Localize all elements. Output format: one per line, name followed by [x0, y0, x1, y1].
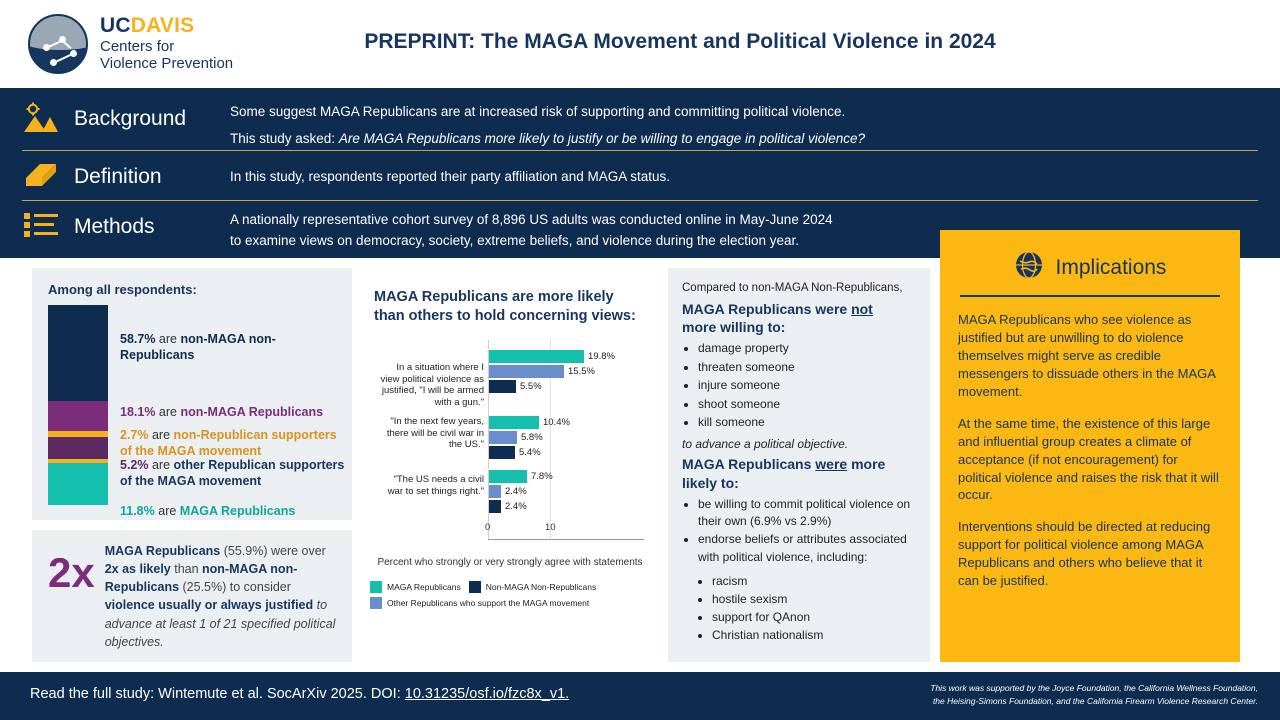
- chart-bar-1-nonmaga: [489, 446, 515, 459]
- logo-line2: Violence Prevention: [100, 55, 234, 72]
- twox-text-2: (55.9%) were over: [220, 544, 326, 558]
- respondent-bold-2: non-Republican supporters: [173, 428, 337, 442]
- footer-citation-text: Read the full study: Wintemute et al. SocArXiv 2025. DOI:: [30, 686, 405, 702]
- background-label: Background: [74, 107, 187, 130]
- chart-value-1-maga: 10.4%: [543, 416, 570, 428]
- findings-head2-a: MAGA Republicans: [682, 456, 816, 473]
- legend-label-nonmaga: Non-MAGA Non-Republicans: [485, 581, 597, 592]
- respondent-item-2: [120, 427, 350, 460]
- findings-head1-a: MAGA Republicans were: [682, 301, 852, 317]
- legend-item-other-rep: [370, 597, 589, 609]
- twox-text-8: to advance at least 1 of 21 specified political objectives.: [104, 598, 336, 649]
- implications-paragraph-3: Interventions should be directed at reducing support for political violence among MAGA Republicans and others who believe that it can be justified.: [958, 519, 1211, 589]
- twox-text-5: non-MAGA non-Republicans: [104, 562, 298, 595]
- respondent-pct-2: 2.7%: [120, 428, 149, 442]
- twox-headline: 2x: [48, 549, 95, 596]
- funding-line-1: This work was supported by the Joyce Foundation, the California Wellness Foundation,: [930, 683, 1258, 693]
- chart-value-2-maga: 7.8%: [531, 470, 553, 482]
- funding-line-2: the Heising-Simons Foundation, and the California Firearm Violence Research Center.: [932, 695, 1258, 706]
- list-item: • kill someone: [698, 414, 916, 431]
- respondent-item-1: [120, 404, 350, 420]
- list-item: • shoot someone: [698, 396, 916, 413]
- definition-body: In this study, respondents reported their party affiliation and MAGA status.: [230, 169, 670, 184]
- chart-legend: [370, 581, 650, 609]
- chart-x-label: Percent who strongly or very strongly agree with statements: [377, 556, 643, 568]
- logo-line1: Centers for: [100, 38, 175, 56]
- footer-citation: [30, 686, 569, 702]
- legend-swatch-other-rep: [370, 597, 382, 609]
- background-line2-prefix: This study asked:: [230, 130, 339, 146]
- legend-label-other-rep: Other Republicans who support the MAGA movement: [387, 597, 590, 608]
- list-item: • Christian nationalism: [712, 626, 916, 644]
- background-body: [230, 102, 1258, 150]
- lightbulb-mountain-icon: [22, 102, 60, 136]
- respondents-stacked-bar: [48, 305, 345, 518]
- respondents-card: [32, 268, 352, 520]
- chart-value-1-nonmaga: 5.4%: [519, 446, 541, 458]
- methods-label-group: [22, 210, 222, 244]
- segment-non-maga-non-republicans: [48, 305, 108, 401]
- header: [0, 0, 1280, 88]
- chart-x-axis: [488, 539, 644, 540]
- segment-maga-republicans: [48, 463, 108, 505]
- methods-label: Methods: [74, 215, 155, 238]
- chart-value-0-maga: 19.8%: [588, 350, 615, 362]
- findings-sublist: [712, 572, 916, 644]
- doi-link[interactable]: 10.31235/osf.io/fzc8x_v1.: [404, 686, 570, 702]
- chart-bar-1-maga: [489, 416, 539, 429]
- background-line1: Some suggest MAGA Republicans are at increased risk of supporting and committing political violence.: [230, 104, 846, 119]
- legend-swatch-maga: [370, 581, 382, 593]
- twox-text-1: MAGA Republicans: [104, 544, 221, 558]
- respondent-mid-1: are: [155, 405, 181, 419]
- implications-paragraph-2: At the same time, the existence of this large and influential group creates a climate of acceptance (if not encouragement) for political violence and raises the risk that it will occur.: [958, 415, 1219, 503]
- findings-head1-b: more willing to:: [682, 319, 786, 336]
- respondent-bold-0: non-MAGA non-Republicans: [120, 332, 276, 363]
- respondents-heading: Among all respondents:: [48, 282, 197, 297]
- implications-header: [958, 250, 1222, 285]
- chart-bar-0-nonmaga: [489, 380, 516, 393]
- band-divider-1: [22, 150, 1258, 151]
- respondent-mid-4: are: [154, 504, 180, 518]
- list-item: • threaten someone: [698, 359, 916, 376]
- methods-line1: A nationally representative cohort survey of 8,896 US adults was conducted online in May-June 2024: [230, 212, 833, 227]
- respondent-item-4: [120, 503, 350, 519]
- findings-heading-not-willing: [682, 300, 916, 336]
- list-item: • racism: [712, 572, 916, 590]
- definition-label-group: [22, 160, 222, 194]
- list-item: • hostile sexism: [712, 590, 916, 608]
- band-row-definition: [22, 160, 1258, 200]
- band-row-background: [22, 102, 1258, 154]
- globe-icon: [1014, 250, 1044, 285]
- list-item: • be willing to commit political violence on their own (6.9% vs 2.9%): [698, 496, 916, 531]
- twox-text-3: 2x as likely: [104, 562, 171, 577]
- twox-card: [32, 530, 352, 662]
- chart-bar-0-maga: [489, 350, 584, 363]
- band-divider-2: [22, 200, 1258, 201]
- respondent-pct-3: 5.2%: [120, 458, 149, 472]
- findings-head2-b: more likely to:: [682, 456, 886, 491]
- list-item: • damage property: [698, 340, 916, 357]
- logo-davis: DAVIS: [130, 14, 195, 38]
- chart-card: [360, 268, 660, 662]
- footer-funding: [838, 682, 1258, 708]
- respondent-mid-2: are: [148, 428, 174, 442]
- findings-card: [668, 268, 930, 662]
- chart-bar-2-maga: [489, 470, 527, 483]
- chart-category-2: "The US needs a civil war to set things right.": [387, 473, 484, 497]
- implications-card: [940, 230, 1240, 662]
- chart-bar-2-other-rep: [489, 485, 501, 498]
- findings-heading-were-more-likely: [682, 455, 916, 491]
- list-item: • support for QAnon: [712, 608, 916, 626]
- background-line2-question: Are MAGA Republicans more likely to justify or be willing to engage in political violence?: [338, 130, 866, 146]
- respondent-pct-1: 18.1%: [120, 405, 156, 419]
- chart-value-1-other-rep: 5.8%: [521, 431, 543, 443]
- legend-item-maga: [370, 581, 461, 593]
- chart-category-0: In a situation where I view political violence as justified, "I will be armed with a gun.": [380, 361, 484, 409]
- background-label-group: [22, 102, 222, 136]
- chart-bar-1-other-rep: [489, 431, 517, 444]
- chart-value-0-nonmaga: 5.5%: [520, 380, 542, 392]
- respondent-item-0: [120, 331, 350, 364]
- twox-text-7: violence usually or always justified: [104, 598, 314, 613]
- findings-intro: Compared to non-MAGA Non-Republicans,: [682, 282, 903, 294]
- findings-list-more-likely: [698, 496, 916, 567]
- respondent-bold-4: MAGA Republicans: [179, 504, 296, 518]
- legend-label-maga: MAGA Republicans: [387, 581, 461, 592]
- findings-list-not-willing: [698, 340, 916, 431]
- chart-xtick-0: 0: [485, 521, 491, 533]
- chart-value-2-nonmaga: 2.4%: [505, 500, 527, 512]
- page-title: PREPRINT: The MAGA Movement and Political Violence in 2024: [364, 30, 996, 53]
- findings-italic-note: to advance a political objective.: [682, 437, 849, 452]
- respondent-mid-3: are: [148, 458, 174, 472]
- book-icon: [22, 160, 60, 194]
- chart-value-0-other-rep: 15.5%: [568, 365, 595, 377]
- findings-head2-u: were: [815, 456, 848, 473]
- chart-plot: [376, 340, 650, 540]
- respondent-mid-0: are: [155, 332, 181, 346]
- respondent-bold-1: non-MAGA Republicans: [180, 405, 324, 419]
- implications-title: Implications: [1055, 255, 1167, 279]
- logo-uc: UC: [100, 14, 131, 38]
- respondent-pct-0: 58.7%: [120, 332, 156, 346]
- list-item: • endorse beliefs or attributes associated with political violence, including:: [698, 531, 916, 566]
- legend-swatch-nonmaga: [469, 581, 481, 593]
- respondent-item-3: [120, 457, 350, 490]
- segment-non-maga-republicans: [48, 401, 108, 431]
- legend-item-nonmaga: [469, 581, 597, 593]
- respondent-bold-3: other Republican supporters: [173, 458, 345, 472]
- findings-head1-u: not: [851, 301, 873, 317]
- chart-bar-2-nonmaga: [489, 500, 501, 513]
- chart-title: MAGA Republicans are more likely than others to hold concerning views:: [374, 289, 636, 324]
- definition-label: Definition: [74, 165, 162, 188]
- methods-line2: to examine views on democracy, society, extreme beliefs, and violence during the election year.: [230, 232, 800, 248]
- respondent-pct-4: 11.8%: [120, 504, 155, 518]
- respondent-tail-2: of the MAGA movement: [120, 444, 262, 459]
- chart-value-2-other-rep: 2.4%: [505, 485, 527, 497]
- chart-category-1: "In the next few years, there will be civil war in the US.": [386, 415, 484, 451]
- twox-text-4: than: [170, 562, 203, 577]
- list-item: • injure someone: [698, 377, 916, 394]
- chart-bar-0-other-rep: [489, 365, 564, 378]
- twox-text-6: (25.5%) to consider: [179, 580, 291, 595]
- list-icon: [22, 210, 60, 244]
- implications-paragraph-1: MAGA Republicans who see violence as justified but are unwilling to do violence themselves might serve as credible messengers to dissuade others in the MAGA movement.: [958, 312, 1216, 399]
- chart-xtick-1: 10: [545, 521, 556, 533]
- respondent-tail-3: of the MAGA movement: [120, 474, 262, 489]
- twox-body: [105, 542, 336, 650]
- main-content: [0, 255, 1280, 672]
- segment-other-republican-maga-supporters: [48, 437, 108, 459]
- implications-divider: [960, 295, 1220, 297]
- footer: [0, 672, 1280, 720]
